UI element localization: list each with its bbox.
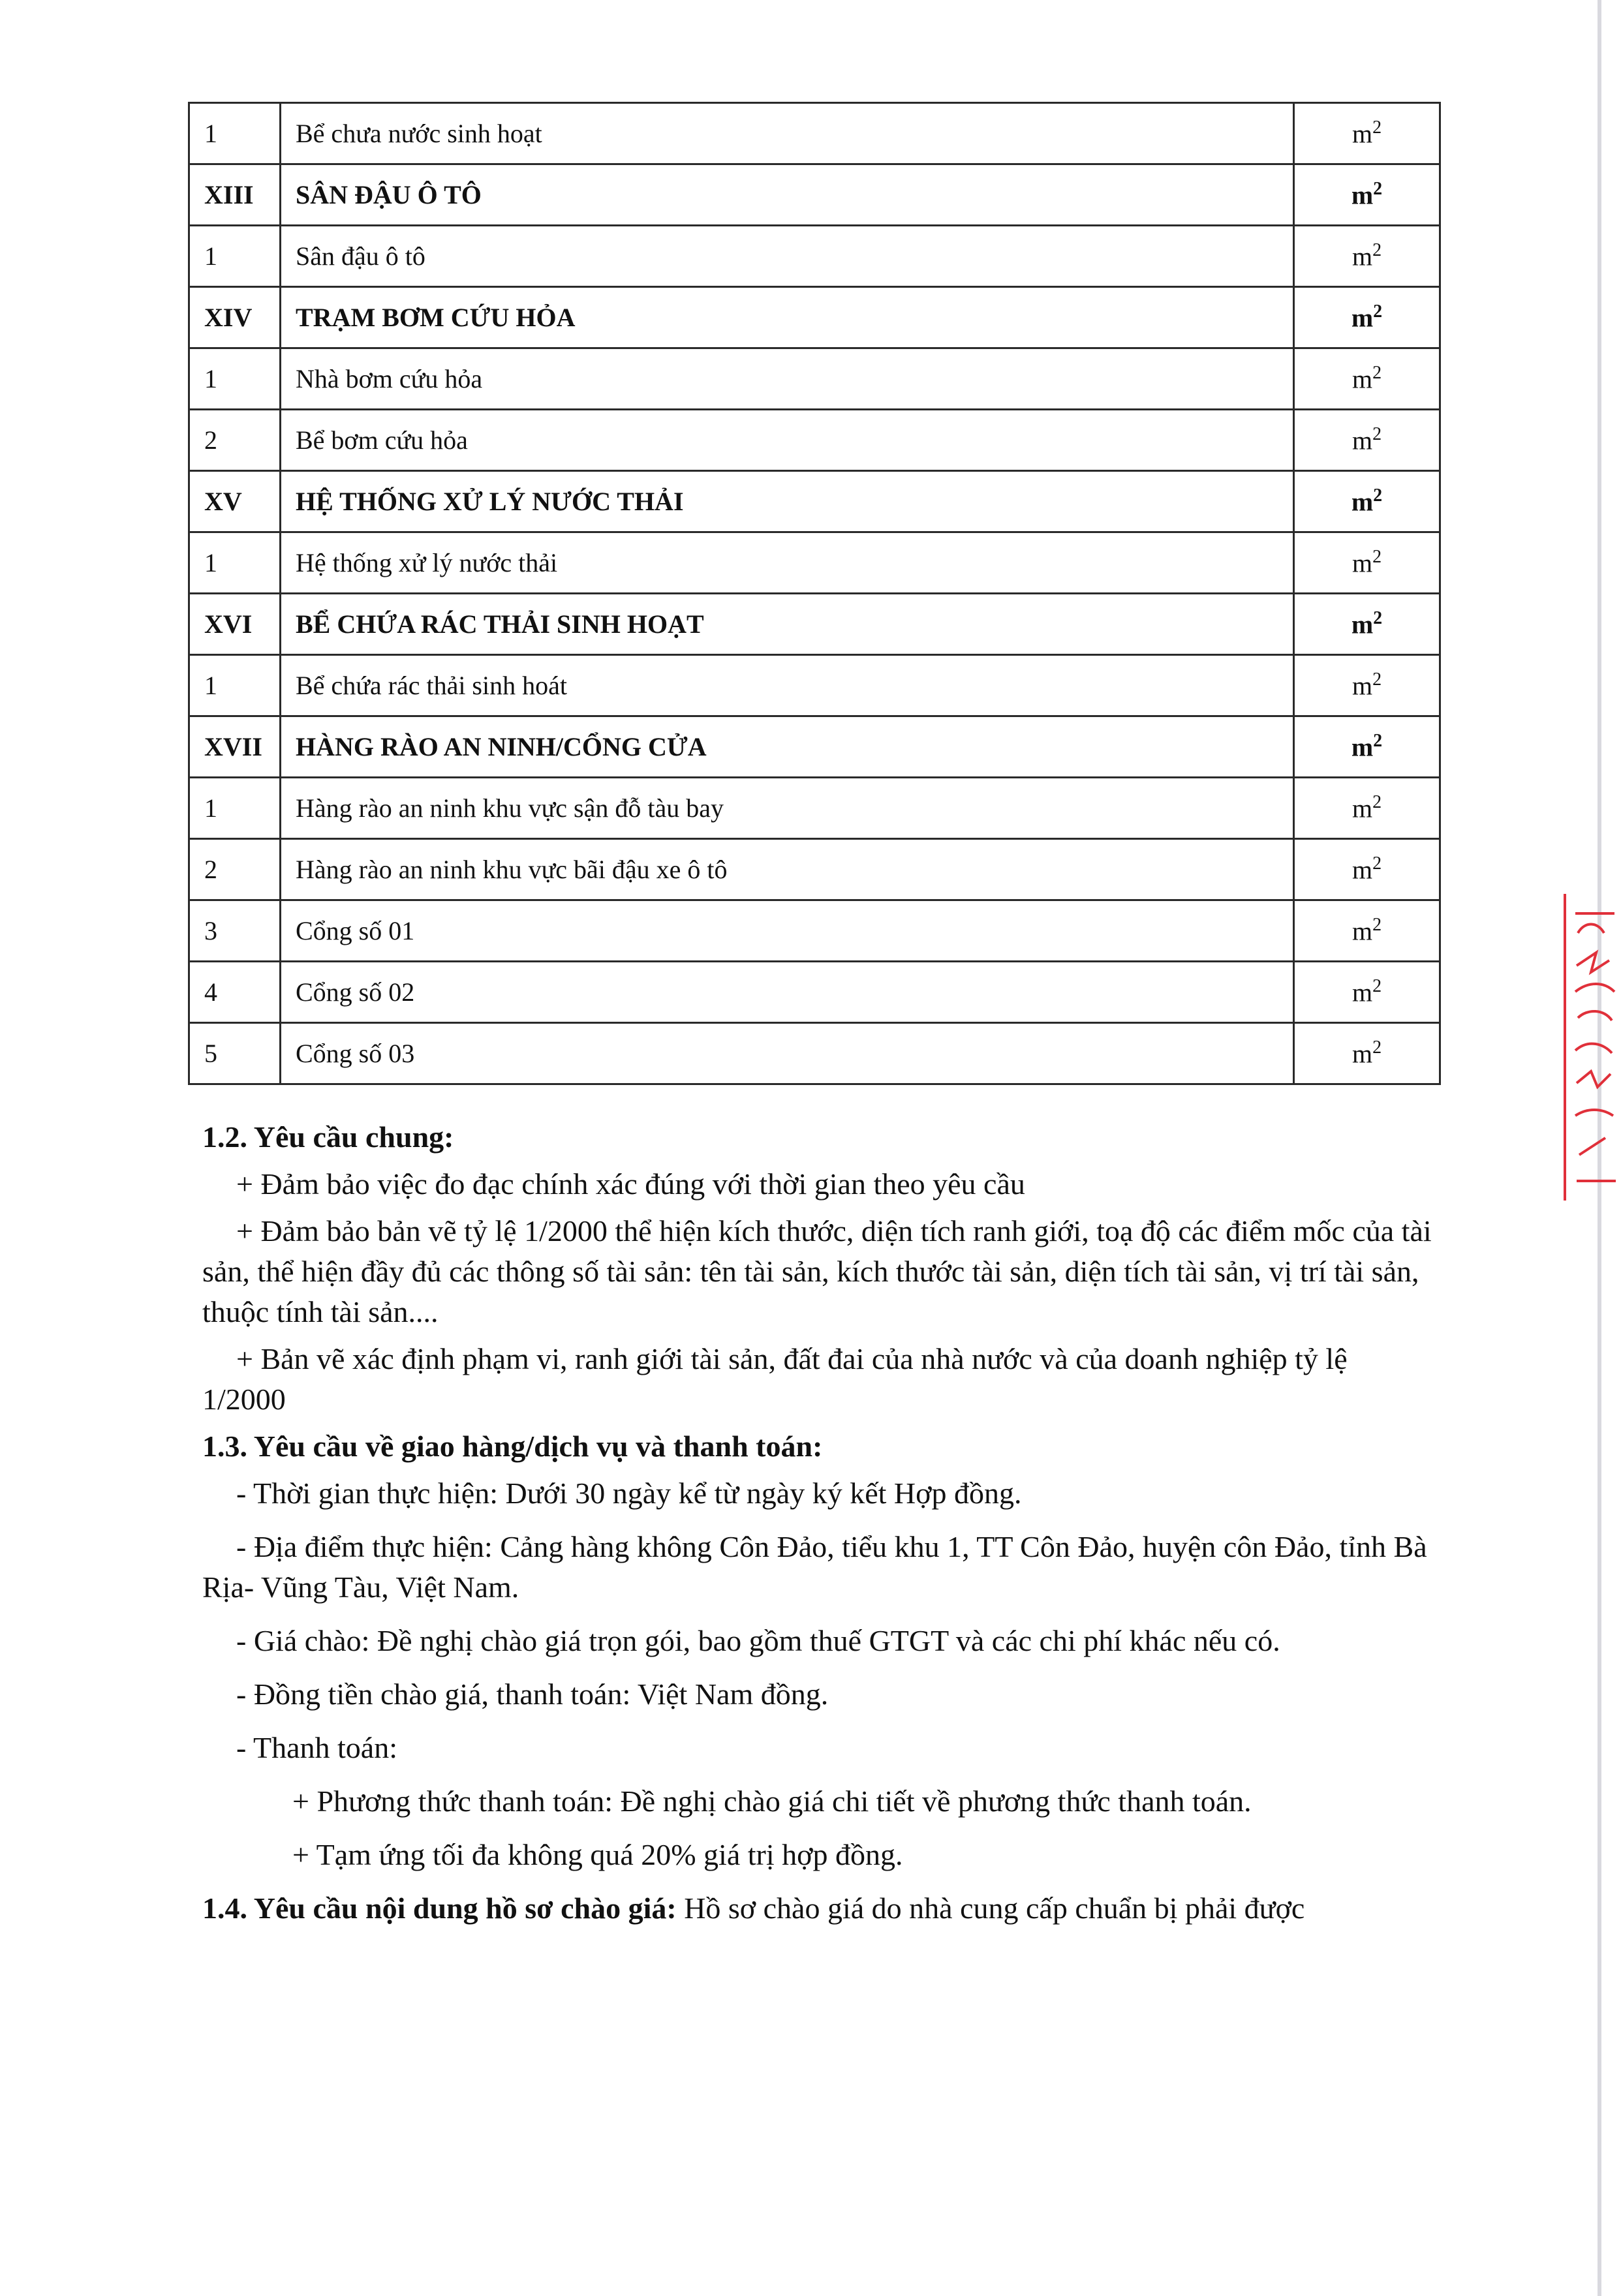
row-number: 1 [189,348,281,410]
unit-base: m [1351,855,1373,885]
row-item-name: HỆ THỐNG XỬ LÝ NƯỚC THẢI [281,471,1294,532]
unit-exponent: 2 [1373,485,1383,506]
table-row [189,962,1440,1023]
row-item-name: TRẠM BƠM CỨU HỎA [281,287,1294,348]
unit-base: m [1351,241,1373,271]
row-unit [1294,962,1440,1023]
payment-method: + Phương thức thanh toán: Đề nghị chào giá chi tiết về phương thức thanh toán. [292,1784,1252,1818]
asset-table [188,102,1441,1085]
unit-exponent: 2 [1372,976,1382,997]
unit-base: m [1351,609,1374,639]
row-unit [1294,471,1440,532]
unit-base: m [1351,793,1373,823]
row-unit [1294,410,1440,471]
unit-exponent: 2 [1372,1037,1382,1058]
row-number: 1 [189,103,281,164]
table-row [189,164,1440,226]
section-1-3-title: 1.3. Yêu cầu về giao hàng/dịch vụ và thanh toán: [202,1430,823,1463]
unit-base: m [1351,303,1374,333]
offer-price: - Giá chào: Đề nghị chào giá trọn gói, bao gồm thuế GTGT và các chi phí khác nếu có. [236,1624,1280,1657]
row-item-name: Bể chứa rác thải sinh hoát [281,655,1294,716]
row-unit [1294,594,1440,655]
row-item-name: Cổng số 02 [281,962,1294,1023]
table-row [189,778,1440,839]
table-row [189,471,1440,532]
row-number: XV [189,471,281,532]
general-req-2: + Đảm bảo bản vẽ tỷ lệ 1/2000 thể hiện kích thước, diện tích ranh giới, toạ độ các điểm mốc của tài sản, thể hiện đầy đủ các thông số tài sản: tên tài sản, kích thước tài sản, diện tích tài sản, vị trí tài sản, thuộc tính tài sản.... [202,1214,1432,1328]
unit-exponent: 2 [1372,547,1382,568]
unit-base: m [1351,180,1374,210]
general-req-1: + Đảm bảo việc đo đạc chính xác đúng với thời gian theo yêu cầu [236,1167,1025,1201]
row-item-name: Cổng số 01 [281,900,1294,962]
table-row [189,348,1440,410]
unit-base: m [1351,364,1373,394]
table-row [189,594,1440,655]
row-number: 1 [189,532,281,594]
section-1-4-text: Hồ sơ chào giá do nhà cung cấp chuẩn bị phải được [676,1891,1305,1925]
unit-exponent: 2 [1372,240,1382,261]
unit-exponent: 2 [1372,669,1382,690]
row-unit [1294,839,1440,900]
row-unit [1294,1023,1440,1084]
row-item-name: BỂ CHỨA RÁC THẢI SINH HOẠT [281,594,1294,655]
table-row [189,410,1440,471]
row-unit [1294,900,1440,962]
unit-exponent: 2 [1372,424,1382,445]
offer-currency: - Đồng tiền chào giá, thanh toán: Việt Nam đồng. [236,1677,829,1711]
row-number: XIII [189,164,281,226]
table-row [189,655,1440,716]
unit-exponent: 2 [1372,915,1382,936]
unit-exponent: 2 [1372,792,1382,813]
table-row [189,287,1440,348]
row-unit [1294,778,1440,839]
table-row [189,716,1440,778]
unit-base: m [1351,548,1373,578]
table-row [189,900,1440,962]
row-number: 1 [189,778,281,839]
row-number: XVII [189,716,281,778]
row-item-name: Nhà bơm cứu hỏa [281,348,1294,410]
row-number: 5 [189,1023,281,1084]
stamp-fragment-icon [1566,894,1621,1201]
general-req-3: + Bản vẽ xác định phạm vi, ranh giới tài sản, đất đai của nhà nước và của doanh nghiệp tỷ lệ 1/2000 [202,1342,1348,1416]
row-item-name: Bể bơm cứu hỏa [281,410,1294,471]
row-number: 1 [189,226,281,287]
row-unit [1294,226,1440,287]
row-number: 1 [189,655,281,716]
row-number: 2 [189,839,281,900]
row-item-name: Cổng số 03 [281,1023,1294,1084]
unit-base: m [1351,671,1373,701]
unit-base: m [1351,425,1373,455]
unit-exponent: 2 [1373,179,1383,200]
unit-base: m [1351,916,1373,946]
table-row [189,226,1440,287]
unit-base: m [1351,1039,1373,1069]
unit-exponent: 2 [1372,853,1382,874]
payment-label: - Thanh toán: [236,1731,397,1764]
section-1-4-title: 1.4. Yêu cầu nội dung hồ sơ chào giá: [202,1891,677,1925]
row-unit [1294,716,1440,778]
row-unit [1294,103,1440,164]
row-item-name: HÀNG RÀO AN NINH/CỔNG CỬA [281,716,1294,778]
row-unit [1294,532,1440,594]
payment-advance: + Tạm ứng tối đa không quá 20% giá trị hợp đồng. [292,1838,903,1871]
row-number: 4 [189,962,281,1023]
requirements-text [202,1117,1436,1942]
unit-exponent: 2 [1373,301,1383,322]
table-row [189,103,1440,164]
section-1-4 [202,1888,1436,1929]
unit-exponent: 2 [1372,363,1382,384]
table-row [189,1023,1440,1084]
row-item-name: SÂN ĐẬU Ô TÔ [281,164,1294,226]
row-item-name: Hàng rào an ninh khu vực sận đỗ tàu bay [281,778,1294,839]
row-item-name: Sân đậu ô tô [281,226,1294,287]
unit-exponent: 2 [1373,731,1383,752]
unit-base: m [1351,119,1373,149]
unit-base: m [1351,487,1374,517]
unit-base: m [1351,732,1374,762]
unit-exponent: 2 [1372,117,1382,138]
asset-table-body [189,103,1440,1084]
delivery-time: - Thời gian thực hiện: Dưới 30 ngày kể từ ngày ký kết Hợp đồng. [236,1477,1022,1510]
row-unit [1294,655,1440,716]
row-unit [1294,287,1440,348]
row-item-name: Hệ thống xử lý nước thải [281,532,1294,594]
row-unit [1294,348,1440,410]
row-number: 3 [189,900,281,962]
table-row [189,839,1440,900]
row-item-name: Bể chưa nước sinh hoạt [281,103,1294,164]
unit-base: m [1351,977,1373,1007]
section-1-2-title: 1.2. Yêu cầu chung: [202,1120,454,1154]
row-item-name: Hàng rào an ninh khu vực bãi đậu xe ô tô [281,839,1294,900]
red-stamp-mark [1564,894,1621,1201]
row-unit [1294,164,1440,226]
row-number: XIV [189,287,281,348]
row-number: XVI [189,594,281,655]
unit-exponent: 2 [1373,608,1383,629]
row-number: 2 [189,410,281,471]
delivery-place: - Địa điểm thực hiện: Cảng hàng không Côn Đảo, tiểu khu 1, TT Côn Đảo, huyện côn Đảo, tỉnh Bà Rịa- Vũng Tàu, Việt Nam. [202,1530,1427,1604]
table-row [189,532,1440,594]
